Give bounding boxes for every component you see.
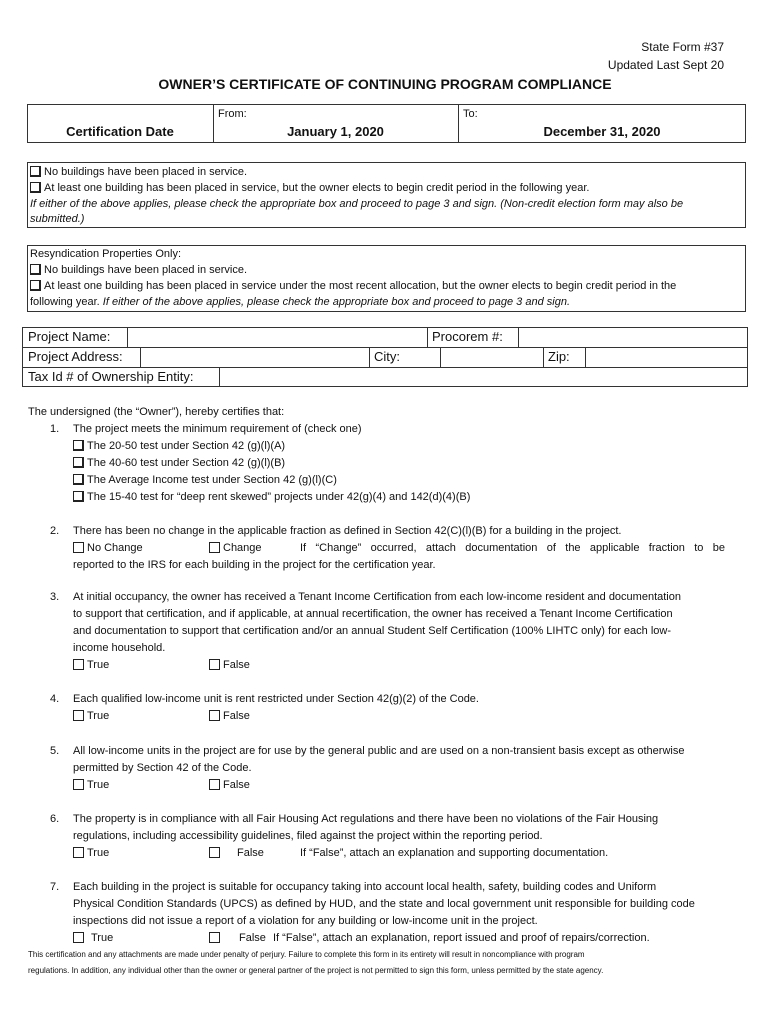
from-date-value[interactable]: January 1, 2020	[287, 124, 384, 139]
city-input[interactable]	[441, 348, 542, 366]
cert-date-label: Certification Date	[66, 124, 174, 139]
item1-opt-average-income: The Average Income test under Section 42 (g)(l)(C)	[73, 474, 337, 486]
footer-line2: regulations. In addition, any individual other than the owner or general partner of the project is not permitted to sign this form, unless permitted by the state agency.	[28, 966, 604, 975]
zip-label: Zip:	[548, 349, 570, 364]
procorem-input[interactable]	[519, 328, 747, 346]
page-title: OWNER’S CERTIFICATE OF CONTINUING PROGRAM COMPLIANCE	[158, 76, 612, 92]
to-date-value[interactable]: December 31, 2020	[543, 124, 661, 139]
item3-line2: to support that certification, and if applicable, at annual recertification, the owner has received a Tenant Income Certification	[73, 608, 673, 620]
item7-number: 7.	[50, 881, 60, 893]
item6-number: 6.	[50, 813, 60, 825]
placed-opt2: At least one building has been placed in service, but the owner elects to begin credit period in the following year.	[30, 182, 589, 194]
item5-number: 5.	[50, 745, 60, 757]
resynd-heading: Resyndication Properties Only:	[30, 248, 182, 260]
item1-opt2-checkbox[interactable]	[73, 457, 84, 468]
item5-false-checkbox[interactable]	[209, 779, 220, 790]
project-address-label: Project Address:	[28, 349, 123, 364]
item7-false: False	[209, 932, 266, 944]
item6-false: False	[209, 847, 264, 859]
item7-line1: Each building in the project is suitable for occupancy taking into account local health, safety, building codes and Uniform	[73, 881, 657, 893]
item3-line3: and documentation to support that certification and/or an annual Student Self Certification (100% LIHTC only) for each low-	[73, 625, 672, 637]
resynd-opt2-checkbox[interactable]	[30, 280, 41, 291]
placed-opt2-checkbox[interactable]	[30, 182, 41, 193]
placed-note-line1: If either of the above applies, please check the appropriate box and proceed to page 3 and sign. (Non-credit election form may also be	[30, 198, 684, 210]
item2-if-change: If “Change” occurred, attach documentation of the applicable fraction to be	[300, 542, 725, 554]
form-number: State Form #37	[641, 40, 724, 54]
item6-false-checkbox[interactable]	[209, 847, 220, 858]
item1-number: 1.	[50, 423, 60, 435]
item5-true: True	[73, 779, 109, 791]
item4-line1: Each qualified low-income unit is rent restricted under Section 42(g)(2) of the Code.	[73, 693, 479, 705]
item1-text: The project meets the minimum requirement of (check one)	[73, 423, 362, 435]
item3-false-checkbox[interactable]	[209, 659, 220, 670]
item1-opt4-checkbox[interactable]	[73, 491, 84, 502]
item7-line3: inspections did not issue a report of a violation for any building or low-income unit in the project.	[73, 915, 538, 927]
item1-opt-40-60: The 40-60 test under Section 42 (g)(l)(B)	[73, 457, 285, 469]
item3-line1: At initial occupancy, the owner has received a Tenant Income Certification from each low-income resident and documentation	[73, 591, 681, 603]
item6-true: True	[73, 847, 109, 859]
item5-true-checkbox[interactable]	[73, 779, 84, 790]
item3-false: False	[209, 659, 250, 671]
item6-if-false: If “False”, attach an explanation and supporting documentation.	[300, 847, 609, 859]
project-address-input[interactable]	[141, 348, 368, 366]
item2-change: Change	[209, 542, 262, 554]
item4-true-checkbox[interactable]	[73, 710, 84, 721]
item2-number: 2.	[50, 525, 60, 537]
item4-number: 4.	[50, 693, 60, 705]
item3-true: True	[73, 659, 109, 671]
item6-line1: The property is in compliance with all Fair Housing Act regulations and there have been no violations of the Fair Housing	[73, 813, 659, 825]
placed-note-line2: submitted.)	[30, 213, 85, 225]
item6-line2: regulations, including accessibility guidelines, filed against the project within the reporting period.	[73, 830, 543, 842]
item2-no-change-checkbox[interactable]	[73, 542, 84, 553]
item7-false-checkbox[interactable]	[209, 932, 220, 943]
tax-id-input[interactable]	[220, 368, 747, 386]
item2-change-checkbox[interactable]	[209, 542, 220, 553]
item5-false: False	[209, 779, 250, 791]
updated-date: Updated Last Sept 20	[607, 58, 724, 72]
project-name-label: Project Name:	[28, 329, 111, 344]
from-label: From:	[218, 108, 247, 120]
item7-line2: Physical Condition Standards (UPCS) as defined by HUD, and the state and local government unit responsible for building code	[73, 898, 695, 910]
item6-true-checkbox[interactable]	[73, 847, 84, 858]
item1-opt-15-40: The 15-40 test for “deep rent skewed” projects under 42(g)(4) and 142(d)(4)(B)	[73, 491, 470, 503]
resynd-opt1-checkbox[interactable]	[30, 264, 41, 275]
item4-false: False	[209, 710, 250, 722]
item7-true: True	[73, 932, 113, 944]
item2-no-change: No Change	[73, 542, 143, 554]
item7-true-checkbox[interactable]	[73, 932, 84, 943]
item3-line4: income household.	[73, 642, 166, 654]
footer-line1: This certification and any attachments are made under penalty of perjury. Failure to complete this form in its entirety will result in noncompliance with program	[28, 950, 585, 959]
item1-opt-20-50: The 20-50 test under Section 42 (g)(l)(A)	[73, 440, 285, 452]
item5-line1: All low-income units in the project are for use by the general public and are used on a non-transient basis except as otherwise	[73, 745, 685, 757]
resynd-opt2-line2: following year. If either of the above applies, please check the appropriate box and proceed to page 3 and sign.	[30, 296, 570, 308]
item1-opt1-checkbox[interactable]	[73, 440, 84, 451]
item4-false-checkbox[interactable]	[209, 710, 220, 721]
resynd-opt1: No buildings have been placed in service.	[30, 264, 247, 276]
item2-text-line3: reported to the IRS for each building in the project for the certification year.	[73, 559, 436, 571]
item3-true-checkbox[interactable]	[73, 659, 84, 670]
item5-line2: permitted by Section 42 of the Code.	[73, 762, 252, 774]
to-label: To:	[463, 108, 478, 120]
item2-text: There has been no change in the applicable fraction as defined in Section 42(C)(l)(B) for a building in the project.	[73, 525, 622, 537]
city-label: City:	[374, 349, 400, 364]
project-name-input[interactable]	[128, 328, 426, 346]
placed-opt1: No buildings have been placed in service.	[30, 166, 247, 178]
tax-id-label: Tax Id # of Ownership Entity:	[28, 369, 194, 384]
procorem-label: Procorem #:	[432, 329, 503, 344]
placed-opt1-checkbox[interactable]	[30, 166, 41, 177]
zip-input[interactable]	[586, 348, 747, 366]
item7-if-false: If “False”, attach an explanation, report issued and proof of repairs/correction.	[273, 932, 650, 944]
item1-opt3-checkbox[interactable]	[73, 474, 84, 485]
item3-number: 3.	[50, 591, 60, 603]
intro-text: The undersigned (the “Owner”), hereby certifies that:	[28, 406, 285, 418]
resynd-opt2: At least one building has been placed in service under the most recent allocation, but the owner elects to begin credit period in the	[30, 280, 676, 292]
item4-true: True	[73, 710, 109, 722]
